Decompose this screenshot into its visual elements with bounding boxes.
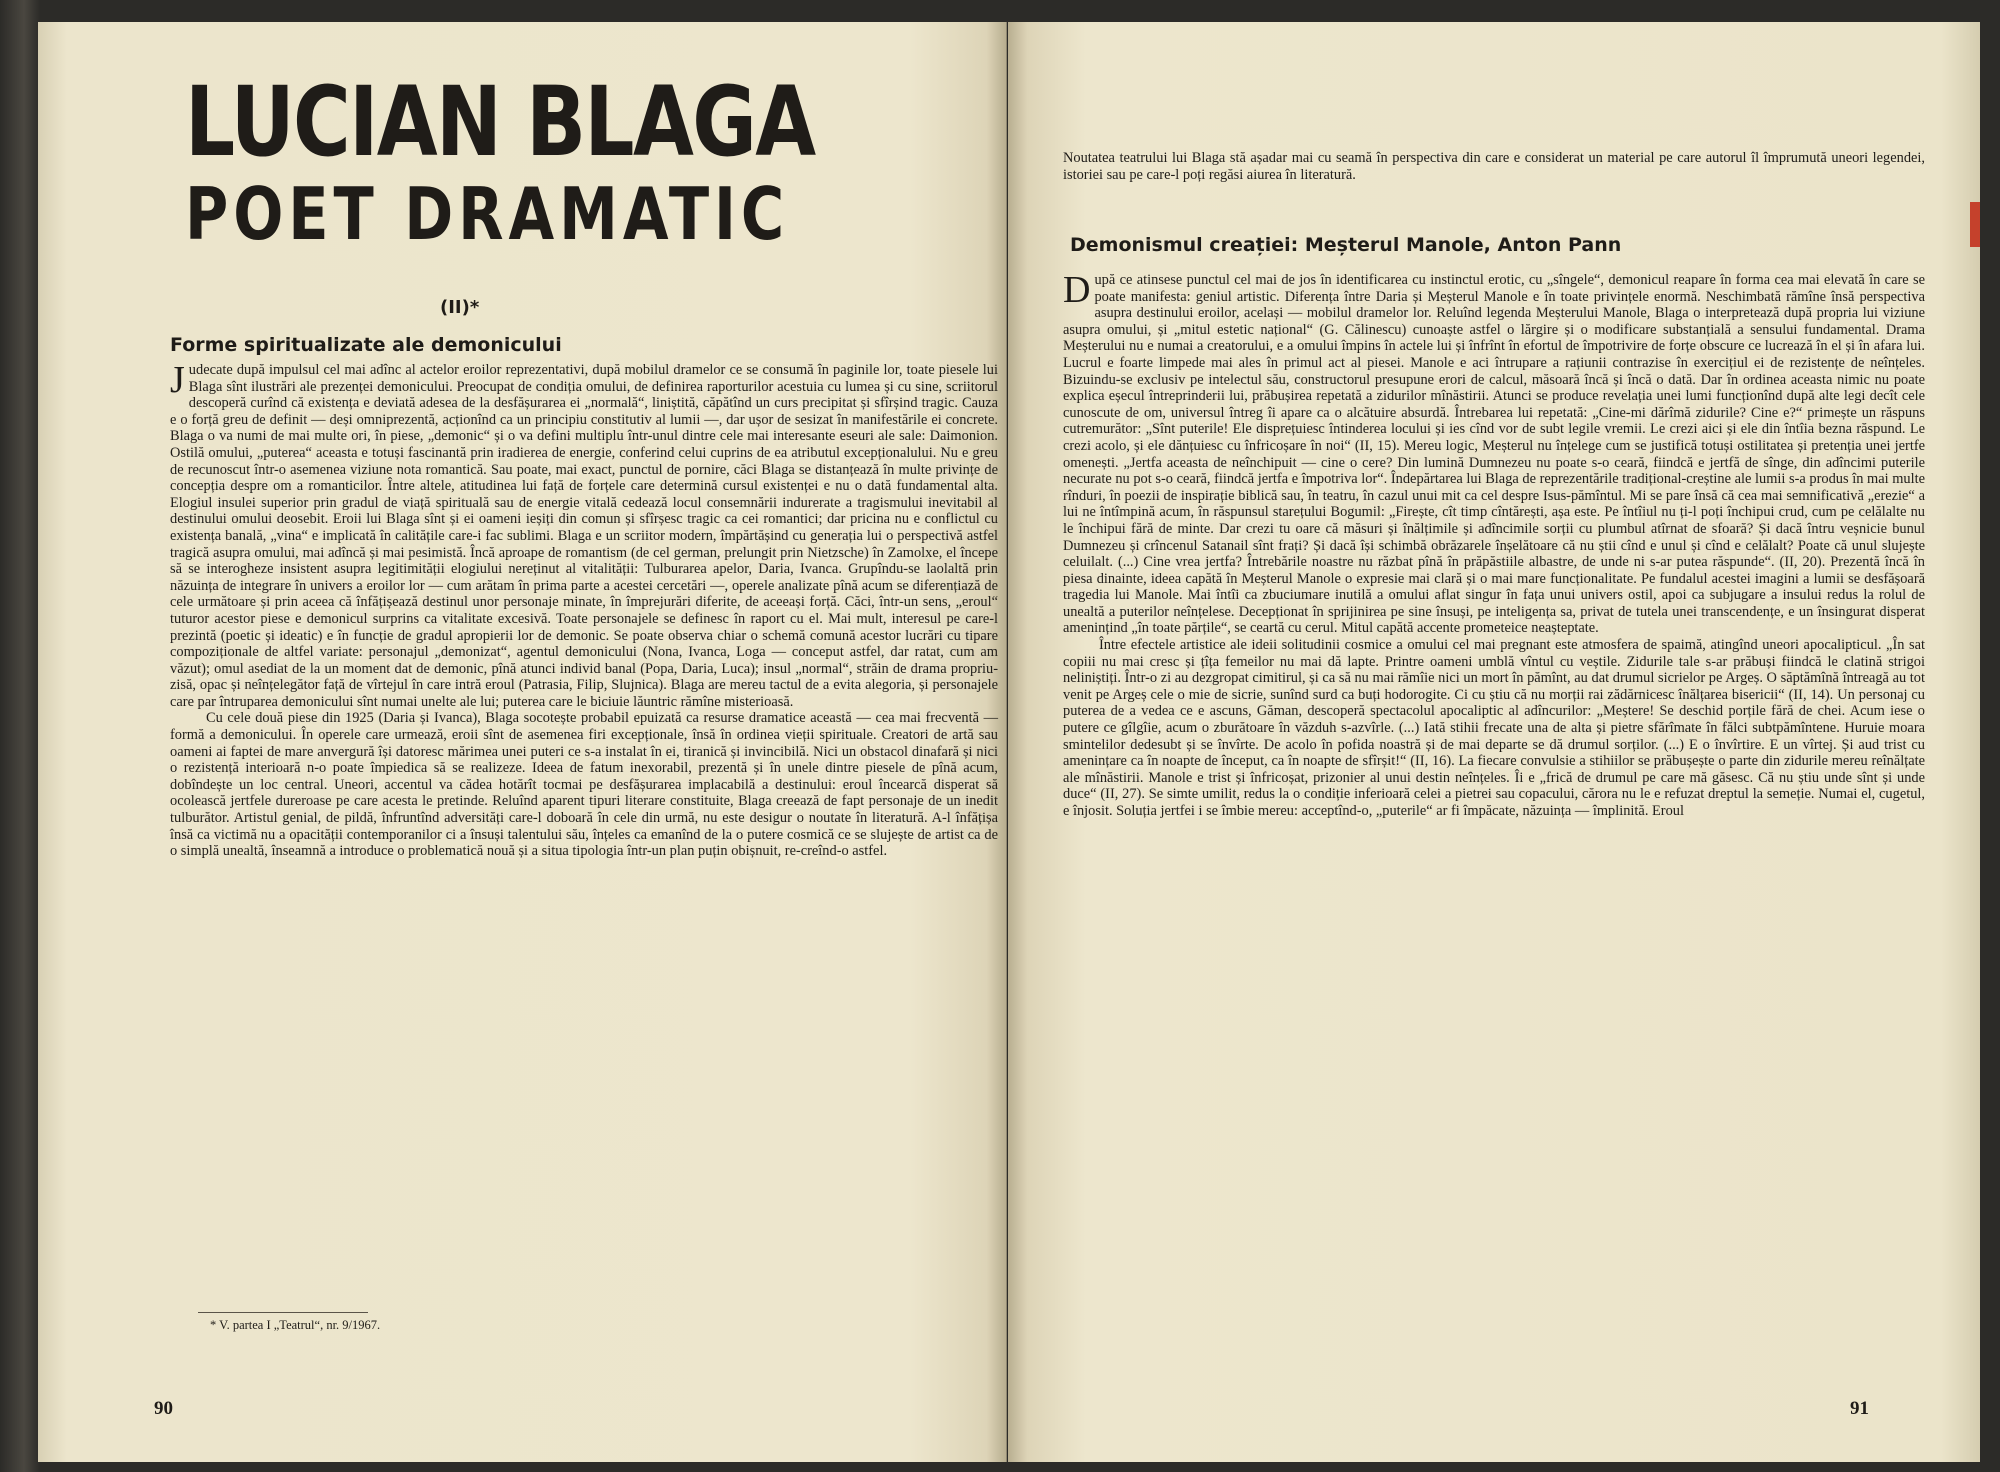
dropcap: J <box>170 359 185 401</box>
left-page <box>38 22 1007 1462</box>
paragraph <box>1063 269 1925 637</box>
part-mark: (II)* <box>440 297 480 318</box>
page-number: 91 <box>1850 1398 1869 1419</box>
title-block <box>185 66 815 256</box>
right-page <box>1008 22 1980 1462</box>
paragraph: Între efectele artistice ale ideii solitudinii cosmice a omului cel mai pregnant este atmosfera de spaimă, atingînd uneori apocalipticul. „În sat copiii nu mai cresc și țîța femeilor nu mai dă lapte. Printre oameni umblă vîntul cu veștile. Zidurile tale s-ar prăbuși fiindcă le clatină strigoi neliniștiți. Într-o zi au dezgropat cimitirul, și ca să nu mai rămîie nici un mort în pămînt, au dat drumul sicrielor pe Argeș. O săptămînă întreagă au tot venit pe Argeș cele o mie de sicrie, sunînd surd ca buți hodorogite. Ci cu știu că nu morții rai zădărnicesc înălțarea bisericii“ (II, 14). Un personaj cu puterea de a vedea ce e ascuns, Găman, descoperă spectacolul apocaliptic al adîncurilor: „Meștere! Se deschid porțile fără de chei. Acum iese o putere ce gîlgîie, acum o zburătoare în văzduh s-azvîrle. (...) Iată stihii frecate una de alta și pietre sfărîmate în fălci subtpămîntene. Huruie moara smintelilor dedesubt și se învîrte. De acolo în pofida noastră și de mai departe se dă drumul sorților. (...) E o învîrtire. E un vîrtej. Și aud trist cu amenințare ca în noapte de început, ca în noapte de sfîrșit!“ (II, 16). La fiecare convulsie a stihiilor se prăbușește o parte din zidurile mereu reînălțate ale mînăstirii. Manole e trist și înfricoșat, prizonier al unui destin neînțeles. Îi e „frică de drumul pe care mă găsesc. Că nu știu unde sînt și unde duce“ (II, 27). Se simte umilit, redus la o condiție inferioară celei a pietrei sau copacului, cărora nu le e refuzat dreptul la semeție. Numai el, cugetul, e înjosit. Soluția jertfei i se îmbie mereu: acceptînd-o, „puterile“ ar fi împăcate, năzuința — împlinită. Eroul <box>1063 637 1925 819</box>
section-heading: Forme spiritualizate ale demonicului <box>170 334 562 356</box>
paragraph <box>170 359 998 710</box>
section-heading: Demonismul creației: Meșterul Manole, Anton Pann <box>1070 234 1622 256</box>
page-edge-tab <box>1970 202 1980 247</box>
page-number: 90 <box>154 1398 173 1419</box>
footnote-divider <box>198 1312 368 1313</box>
left-body-text <box>170 359 998 860</box>
footnote: * V. partea I „Teatrul“, nr. 9/1967. <box>210 1318 381 1332</box>
paragraph-text: upă ce atinsese punctul cel mai de jos în identificarea cu instinctul erotic, cu „sîngele“, demonicul reapare în forma cea mai elevată în care se poate manifesta: geniul artistic. Diferența între Daria și Meșterul Manole e în toate privințele enormă. Neschimbată rămîne însă perspectiva asupra destinului eroilor, același — mobilul dramelor lor. Reluînd legenda Meșterului Manole, Blaga o interpretează după propria lui viziune asupra omului, și „mitul estetic național“ (G. Călinescu) cunoaște astfel o lărgire și o modificare substanțială a sensului fundamental. Drama Meșterului nu e numai a creatorului, e a omului împins în actele lui și înfrînt în efortul de împotrivire de forțe obscure ce lucrează în el și în afara lui. Lucrul e foarte limpede mai ales în primul act al piesei. Manole e aci întrupare a rațiunii contrazise în exercițiul ei de rezistențe de neînțeles. Bizuindu-se exclusiv pe intelectul său, constructorul presupune erori de calcul, măsoară încă și încă o dată. Dar în ordinea aceasta nimic nu poate explica eșecul întreprinderii lui, prăbușirea repetată a zidurilor mînăstirii. Atunci se produce revelația unei lumi funcționînd după alte legi decît cele cunoscute de om, universul întreg îi apare ca o alcătuire absurdă. Întrebarea lui repetată: „Cine-mi dărîmă zidurile? Cine e?“ primește un răspuns cutremurător: „Sînt puterile! Ele disprețuiesc întinderea locului și ies cînd vor de subt legile vremii. Le crezi aici și ele din întîia bezna răspund. Le crezi acolo, și ele dănțuiesc cu înfricoșare în noi“ (II, 15). Mereu logic, Meșterul nu înțelege cum se justifică totuși ostilitatea și pretenția unei jertfe omenești. „Jertfa aceasta de neînchipuit — cine o cere? Din lumină Dumnezeu nu poate s-o ceară, fiindcă e jertfă de sînge, din adîncimi puterile necurate nu pot s-o ceară, fiindcă jertfa e împotriva lor“. Îndepărtarea lui Blaga de reprezentările tradițional-creștine ale lumii s-a produs în mai multe rînduri, în poezii de inspirație biblică sau, în teatru, în cazul unui mit ca cel despre Isus-pămîntul. Mi se pare însă că cea mai semnificativă „erezie“ a lui ne întîmpină acum, în răspunsul starețului Bogumil: „Firește, cît timp cîntărești, așa este. Pe întîiul nu ți-l poți închipui crud, cum pe celălalte nu le închipui fără de minte. Dar crezi tu oare că măsuri și înălțimile și adîncimile sorții cu plumbul atîrnat de sfoară? Și dacă întru veșnicie bunul Dumnezeu și crîncenul Satanail sînt frați? Și dacă își schimbă obrăzarele înșelătoare că nu știi cînd e unul și cînd e celălalt? Poate că unul slujește celuilalt. (...) Cine vrea jertfa? Întrebările noastre nu răzbat pînă în prăpăstiile albastre, de unde ni s-ar putea răspunde“. (II, 20). Prezentă încă în piesa dinainte, ideea capătă în Meșterul Manole o expresie mai clară și o mai mare funcționalitate. Pe fundalul acestei imagini a lumii se desfășoară tragedia lui Manole. Mai întîi ca zbuciumare inutilă a omului aflat singur în fața unui univers ostil, apoi ca subjugare a insului redus la rolul de unealtă a puterilor neînțelese. Decepționat în sprijinirea pe sine însuși, pe inteligența sa, privat de tutela unei transcendențe, e un însingurat disperat amenințind „în toate părțile“, se ceartă cu cerul. Mitul capătă accente prometeice neașteptate. <box>1063 272 1925 637</box>
right-body-text <box>1063 269 1925 820</box>
paragraph: Cu cele două piese din 1925 (Daria și Ivanca), Blaga socotește probabil epuizată ca resurse dramatice această — cea mai frecventă — formă a demonicului. În operele care urmează, eroii sînt de asemenea firi excepționale, însă în ordinea vieții spirituale. Creatori de artă sau oameni ai faptei de mare anvergură își datoresc mărimea unei puteri ce s-a instalat în ei, tiranică și invincibilă. Nici un obstacol dinafară și nici o rezistență interioară n-o poate împiedica să se realizeze. Ideea de fatum inexorabil, prezentă și în unele dintre piesele de pînă acum, dobîndește un loc central. Uneori, accentul va cădea hotărît tocmai pe desfășurarea implacabilă a destinului: eroul încearcă disperat să ocolească jertfele dureroase pe care acesta le pretinde. Reluînd aparent tipuri literare constituite, Blaga creează de fapt personaje de un inedit tulburător. Artistul genial, de pildă, înfruntînd adversități care-l doboară în cele din urmă, nu este desigur o noutate în literatură. A-l înfățișa însă ca victimă nu a opacității contemporanilor ci a însuși talentului său, înțeles ca emanînd de la o putere cosmică ce se slujește de artist ca de o simplă unealtă, înseamnă a introduce o problematică nouă și a situa tipologia într-un plan puțin obișnuit, re-creînd-o astfel. <box>170 710 998 860</box>
dropcap: D <box>1063 269 1091 311</box>
intro-paragraph: Noutatea teatrului lui Blaga stă așadar mai cu seamă în perspectiva din care e considerat un material pe care autorul îl împrumută uneori legendei, istoriei sau pe care-l poți regăsi aiurea în literatură. <box>1063 150 1925 183</box>
article-subtitle: POET DRAMATIC <box>185 172 790 256</box>
article-title: LUCIAN BLAGA <box>185 66 815 178</box>
paragraph-text: udecate după impulsul cel mai adînc al actelor eroilor reprezentativi, după mobilul dramelor ce se consumă în paginile lor, toate piesele lui Blaga sînt ilustrări ale prezenței demonicului. Preocupat de condiția omului, de definirea raporturilor acestuia cu lumea și cu sine, scriitorul descoperă curînd că existența e deviată adesea de la desfășurarea ei „normală“, liniștită, căpătînd un curs precipitat și sfîrșind tragic. Cauza e o forță greu de definit — deși omniprezentă, acționînd ca un principiu constitutiv al lumii —, dar ușor de sesizat în manifestările ei concrete. Blaga o va numi de mai multe ori, în piese, „demonic“ și o va defini multiplu într-unul dintre cele mai interesante eseuri ale sale: Daimonion. Ostilă omului, „puterea“ aceasta e totuși fascinantă prin iradierea de energie, conferind celui cuprins de ea atributul excepționalului. Nu e greu de recunoscut într-o asemenea viziune nota romantică. Sau poate, mai exact, punctul de pornire, căci Blaga se distanțează în multe privințe de concepția despre om a romanticilor. Între altele, atitudinea lui față de forțele care determină cursul existenței e nu o dată fundamental alta. Elogiul insulei superior prin gradul de viață spirituală sau de energie vitală cedează locul consemnării indurerate a tragismului inevitabil al destinului omului deosebit. Eroii lui Blaga sînt și ei oameni ieșiți din comun și sfîrșesc tragic ca cei romantici; dar pricina nu e conflictul cu existența banală, „vina“ e implicată în calitățile care-i fac sublimi. Blaga e un scriitor modern, împărtășind cu generația lui o perspectivă astfel tragică asupra omului, mai adîncă și mai pesimistă. Încă aproape de romantism (de cel german, prelungit prin Nietzsche) în Zamolxe, el începe să se interogheze insistent asupra legitimității elogiului nereținut al vitalității: Tulburarea apelor, Daria, Ivanca. Grupîndu-se laolaltă prin năzuința de integrare în univers a eroilor lor — cum arătam în prima parte a acestei cercetări —, operele analizate pînă acum se diferențiază de cele următoare și prin aceea că înfățișează destinul unor personaje minate, în împrejurări diferite, de aceeași forță. Căci, într-un sens, „eroul“ tuturor acestor piese e demonicul surprins ca vitalitate excesivă. Toate personajele se definesc în raport cu el. Mai mult, interesul pe care-l prezintă (poetic și ideatic) e în funcție de gradul apropierii lor de demonic. Se poate observa chiar o schemă comună acestor lucrări cu tipare compoziționale de altfel variate: personajul „demonizat“, agentul demonicului (Nona, Ivanca, Loga — conceput astfel, dar ratat, cum am văzut); omul asediat de la un moment dat de demonic, pînă atunci individ banal (Popa, Daria, Luca); insul „normal“, străin de drama propriu-zisă, opac și neînțelegător față de vîrtejul în care intră eroul (Patrasia, Filip, Slujnica). Blaga are mereu tactul de a evita alegoria, și personajele care par întruparea demonicului sînt numai unelte ale lui; puterea care le biciuie lăuntric rămîne misterioasă. <box>170 362 998 710</box>
